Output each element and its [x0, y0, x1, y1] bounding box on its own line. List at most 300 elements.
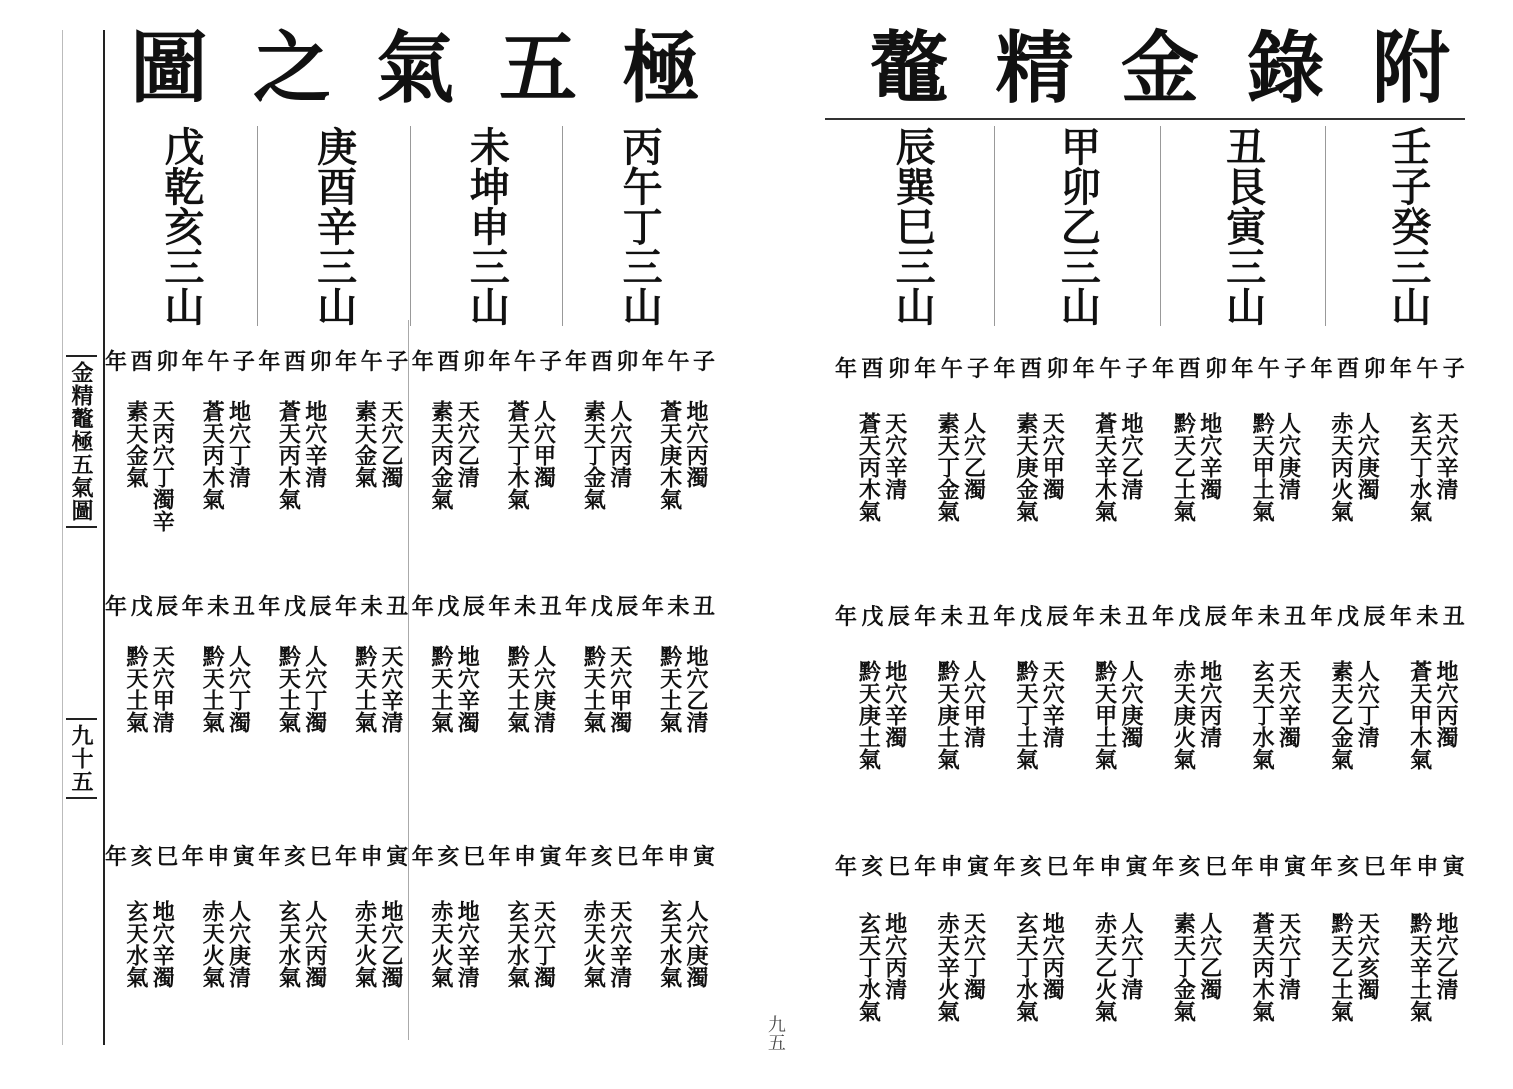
year-char: 亥 [130, 844, 153, 870]
year-char: 酉 [130, 349, 153, 375]
mountain-label: 丙午丁三山 [616, 126, 664, 326]
gua-text: 地穴乙濁 [378, 900, 404, 988]
year-char: 年 [181, 594, 204, 620]
year-char: 寅 [967, 854, 990, 880]
gua-entry [1386, 660, 1465, 770]
gua-entry [1308, 912, 1387, 1022]
title-char: 圖 [130, 23, 209, 114]
gua-entry [1229, 660, 1308, 770]
margin-title: 金精鼇極五氣圖 [66, 355, 97, 528]
year-char: 未 [360, 594, 383, 620]
year-char: 酉 [590, 349, 613, 375]
gua-text: 素天金氣 [122, 400, 149, 488]
gua-entry [105, 400, 181, 532]
gua-text: 黔天庚土氣 [934, 660, 961, 770]
gua-text: 地穴辛濁 [149, 900, 176, 988]
year-char: 午 [207, 349, 230, 375]
gua-text: 素天丁金氣 [1170, 912, 1197, 1022]
gua-text: 地穴辛濁 [454, 645, 481, 733]
gua-entry [914, 912, 993, 1022]
gua-text: 赤天火氣 [427, 900, 454, 988]
gua-text: 蒼天甲木氣 [1406, 660, 1433, 770]
gua-text: 地穴辛清 [301, 400, 328, 488]
year-char: 年 [1152, 604, 1175, 630]
gua-entry [1150, 412, 1229, 522]
gua-text: 黔天土氣 [275, 645, 302, 733]
gua-text: 天穴甲濁 [606, 645, 633, 733]
gua-text: 素天丁金氣 [934, 412, 961, 522]
year-row [105, 345, 715, 376]
year-char: 年 [993, 356, 1016, 382]
year-char: 辰 [309, 594, 332, 620]
year-row [105, 590, 715, 621]
gua-entry [993, 660, 1072, 770]
year-char: 年 [993, 854, 1016, 880]
year-row [835, 850, 1465, 881]
gua-entry [181, 400, 257, 532]
gua-text: 天穴乙濁 [378, 400, 404, 488]
gua-text: 人穴丙清 [606, 400, 633, 488]
gua-entry [1229, 412, 1308, 522]
year-char: 子 [1284, 356, 1307, 382]
year-char: 年 [1152, 356, 1175, 382]
year-char: 年 [835, 604, 858, 630]
mountain-column [994, 126, 1159, 326]
gua-text: 地穴乙清 [683, 645, 709, 733]
year-char: 年 [1072, 356, 1095, 382]
gua-text: 赤天火氣 [580, 900, 607, 988]
year-char: 申 [360, 844, 383, 870]
gua-entry [486, 900, 562, 988]
gua-entry [993, 412, 1072, 522]
gua-entry [181, 645, 257, 733]
gua-entry [181, 900, 257, 988]
year-char: 戊 [437, 594, 460, 620]
year-char: 亥 [1178, 854, 1201, 880]
year-char: 未 [1099, 604, 1122, 630]
year-char: 酉 [437, 349, 460, 375]
gua-text: 地穴辛濁 [1196, 412, 1223, 500]
gua-text: 赤天火氣 [199, 900, 226, 988]
mountain-label: 甲卯乙三山 [1054, 126, 1102, 326]
year-char: 子 [539, 349, 562, 375]
gua-text: 黔天土氣 [656, 645, 683, 733]
year-char: 年 [641, 349, 664, 375]
year-char: 辰 [616, 594, 639, 620]
year-char: 年 [993, 604, 1016, 630]
gua-entry [334, 900, 410, 988]
gua-entry [835, 412, 914, 522]
mountain-label: 庚酉辛三山 [310, 126, 358, 326]
year-char: 酉 [861, 356, 884, 382]
gua-text: 玄天水氣 [656, 900, 683, 988]
year-char: 年 [565, 844, 588, 870]
gua-text: 玄天丁水氣 [1012, 912, 1039, 1022]
gua-text: 黔天土氣 [122, 645, 149, 733]
year-char: 年 [488, 594, 511, 620]
gua-text: 天穴辛清 [1433, 412, 1459, 500]
year-char: 申 [1416, 854, 1439, 880]
mountain-column [1160, 126, 1325, 326]
gua-text: 天穴辛清 [606, 900, 633, 988]
year-char: 午 [514, 349, 537, 375]
gua-text: 人穴庚濁 [1118, 660, 1144, 748]
year-char: 巳 [1046, 854, 1069, 880]
year-char: 子 [967, 356, 990, 382]
gua-text: 蒼天丁木氣 [504, 400, 531, 510]
year-char: 辰 [462, 594, 485, 620]
gua-entry [258, 400, 334, 532]
year-char: 年 [1389, 854, 1412, 880]
gua-entry [563, 645, 639, 733]
year-char: 年 [105, 349, 128, 375]
year-char: 丑 [692, 594, 715, 620]
year-char: 年 [258, 594, 281, 620]
gua-text: 人穴丁清 [1118, 912, 1144, 1000]
year-char: 亥 [283, 844, 306, 870]
year-char: 丑 [232, 594, 255, 620]
year-char: 酉 [283, 349, 306, 375]
year-char: 亥 [1337, 854, 1360, 880]
gua-text: 天穴辛濁 [1275, 660, 1302, 748]
title-char: 金 [1120, 23, 1199, 114]
gua-text: 素天乙金氣 [1327, 660, 1354, 770]
year-char: 午 [1099, 356, 1122, 382]
gua-text: 素天庚金氣 [1012, 412, 1039, 522]
year-char: 年 [1231, 356, 1254, 382]
gua-entry [1071, 912, 1150, 1022]
center-page-number: 九五 [764, 1015, 786, 1051]
year-char: 戊 [130, 594, 153, 620]
year-char: 年 [914, 854, 937, 880]
year-char: 午 [1416, 356, 1439, 382]
year-char: 巳 [887, 854, 910, 880]
year-char: 申 [1257, 854, 1280, 880]
gua-entry [563, 900, 639, 988]
gua-entry [258, 900, 334, 988]
year-char: 子 [232, 349, 255, 375]
year-char: 子 [692, 349, 715, 375]
year-char: 子 [1125, 356, 1148, 382]
mountain-column [1325, 126, 1490, 326]
year-char: 寅 [232, 844, 255, 870]
gua-text: 人穴丁清 [1354, 660, 1381, 748]
year-char: 未 [1416, 604, 1439, 630]
year-char: 亥 [861, 854, 884, 880]
gua-entry [563, 400, 639, 532]
mountain-label: 壬子癸三山 [1384, 126, 1432, 326]
mountain-column [105, 126, 257, 326]
year-char: 年 [1072, 854, 1095, 880]
gua-text: 蒼天辛木氣 [1091, 412, 1118, 522]
year-char: 年 [1072, 604, 1095, 630]
year-char: 戊 [1337, 604, 1360, 630]
gua-text: 地穴丙濁 [1433, 660, 1459, 748]
year-char: 辰 [1363, 604, 1386, 630]
gua-text: 天穴亥濁 [1354, 912, 1381, 1000]
gua-text: 天穴辛清 [378, 645, 404, 733]
column-divider [408, 320, 409, 1040]
mountain-headings [105, 126, 715, 326]
year-char: 年 [105, 594, 128, 620]
gua-text: 人穴丁濁 [301, 645, 328, 733]
gua-text: 人穴丁濁 [225, 645, 252, 733]
title-char: 極 [621, 23, 700, 114]
gua-entry [334, 400, 410, 532]
gua-row [835, 660, 1465, 770]
gua-entry [1150, 912, 1229, 1022]
title-char: 五 [498, 23, 577, 114]
year-char: 午 [667, 349, 690, 375]
gua-text: 蒼天丙木氣 [275, 400, 302, 510]
title-char: 之 [252, 23, 331, 114]
year-char: 年 [1152, 854, 1175, 880]
year-char: 申 [667, 844, 690, 870]
year-char: 未 [1257, 604, 1280, 630]
year-char: 年 [258, 349, 281, 375]
gua-row [105, 900, 715, 988]
gua-text: 黔天辛土氣 [1406, 912, 1433, 1022]
gua-text: 人穴庚清 [530, 645, 557, 733]
year-char: 子 [386, 349, 409, 375]
gua-text: 黔天土氣 [199, 645, 226, 733]
gua-entry [1386, 912, 1465, 1022]
gua-text: 地穴辛濁 [881, 660, 908, 748]
gua-text: 黔天丁土氣 [1012, 660, 1039, 770]
title-char: 精 [995, 23, 1074, 114]
gua-entry [1150, 660, 1229, 770]
gua-text: 地穴丁清 [225, 400, 252, 488]
year-char: 年 [488, 844, 511, 870]
gua-text: 素天丙金氣 [427, 400, 454, 510]
gua-text: 地穴乙清 [1433, 912, 1459, 1000]
year-char: 戊 [590, 594, 613, 620]
gua-text: 蒼天丙木氣 [1249, 912, 1276, 1022]
gua-text: 天穴辛清 [881, 412, 908, 500]
year-char: 卯 [887, 356, 910, 382]
year-char: 年 [565, 594, 588, 620]
year-char: 辰 [1204, 604, 1227, 630]
gua-text: 黔天土氣 [427, 645, 454, 733]
gua-text: 赤天庚火氣 [1170, 660, 1197, 770]
gua-entry [639, 400, 715, 532]
gua-text: 赤天丙火氣 [1327, 412, 1354, 522]
year-char: 丑 [1284, 604, 1307, 630]
mountain-column [830, 126, 994, 326]
year-char: 巳 [616, 844, 639, 870]
year-char: 巳 [1363, 854, 1386, 880]
year-char: 亥 [437, 844, 460, 870]
title-char: 鼇 [870, 23, 949, 114]
gua-text: 天穴甲濁 [1039, 412, 1066, 500]
year-char: 子 [1442, 356, 1465, 382]
gua-text: 人穴庚濁 [683, 900, 709, 988]
gua-text: 人穴乙濁 [1196, 912, 1223, 1000]
year-row [835, 352, 1465, 383]
year-char: 戊 [283, 594, 306, 620]
year-char: 年 [914, 604, 937, 630]
year-char: 卯 [1046, 356, 1069, 382]
year-char: 丑 [386, 594, 409, 620]
gua-text: 玄天水氣 [504, 900, 531, 988]
gua-row [105, 400, 715, 532]
gua-row [835, 412, 1465, 522]
page-margin-strip [62, 30, 105, 1045]
year-char: 戊 [861, 604, 884, 630]
gua-text: 黔天庚土氣 [855, 660, 882, 770]
title-rule [825, 118, 1465, 120]
gua-text: 黔天甲土氣 [1249, 412, 1276, 522]
year-char: 年 [335, 844, 358, 870]
gua-entry [835, 660, 914, 770]
year-char: 寅 [692, 844, 715, 870]
gua-text: 黔天乙土氣 [1327, 912, 1354, 1022]
year-char: 卯 [462, 349, 485, 375]
year-char: 年 [258, 844, 281, 870]
year-char: 未 [940, 604, 963, 630]
gua-text: 地穴乙清 [1118, 412, 1144, 500]
year-char: 卯 [1363, 356, 1386, 382]
year-char: 卯 [1204, 356, 1227, 382]
gua-text: 人穴庚清 [225, 900, 252, 988]
gua-text: 天穴丁濁 [960, 912, 987, 1000]
margin-page-number: 九十五 [66, 718, 97, 799]
title-char: 附 [1371, 23, 1450, 114]
gua-entry [993, 912, 1072, 1022]
gua-text: 黔天甲土氣 [1091, 660, 1118, 770]
year-char: 巳 [309, 844, 332, 870]
year-char: 年 [1389, 604, 1412, 630]
gua-text: 人穴乙濁 [960, 412, 987, 500]
year-char: 寅 [1442, 854, 1465, 880]
year-char: 年 [105, 844, 128, 870]
gua-entry [639, 645, 715, 733]
gua-entry [835, 912, 914, 1022]
year-char: 亥 [590, 844, 613, 870]
year-char: 年 [641, 594, 664, 620]
year-char: 年 [335, 594, 358, 620]
year-char: 申 [514, 844, 537, 870]
year-row [105, 840, 715, 871]
page-title [130, 23, 700, 114]
year-char: 辰 [887, 604, 910, 630]
gua-text: 玄天丁水氣 [1406, 412, 1433, 522]
year-char: 巳 [1204, 854, 1227, 880]
mountain-column [257, 126, 410, 326]
year-char: 年 [411, 844, 434, 870]
gua-entry [1229, 912, 1308, 1022]
year-char: 卯 [616, 349, 639, 375]
year-char: 年 [181, 844, 204, 870]
gua-entry [1071, 412, 1150, 522]
year-char: 酉 [1178, 356, 1201, 382]
gua-text: 赤天火氣 [351, 900, 378, 988]
year-char: 巳 [462, 844, 485, 870]
gua-text: 人穴庚濁 [1354, 412, 1381, 500]
gua-text: 赤天乙火氣 [1091, 912, 1118, 1022]
gua-text: 素天丁金氣 [580, 400, 607, 510]
gua-entry [410, 645, 486, 733]
gua-text: 天穴辛清 [1039, 660, 1066, 748]
mountain-label: 未坤申三山 [463, 126, 511, 326]
gua-text: 玄天丁水氣 [855, 912, 882, 1022]
year-char: 年 [1231, 854, 1254, 880]
gua-entry [486, 645, 562, 733]
mountain-label: 丑艮寅三山 [1219, 126, 1267, 326]
year-char: 午 [940, 356, 963, 382]
year-char: 年 [914, 356, 937, 382]
gua-text: 黔天乙土氣 [1170, 412, 1197, 522]
mountain-label: 戊乾亥三山 [157, 126, 205, 326]
year-char: 年 [411, 349, 434, 375]
gua-text: 玄天水氣 [122, 900, 149, 988]
gua-entry [486, 400, 562, 532]
gua-text: 黔天土氣 [504, 645, 531, 733]
year-char: 年 [488, 349, 511, 375]
year-row [835, 600, 1465, 631]
year-char: 丑 [1442, 604, 1465, 630]
year-char: 申 [940, 854, 963, 880]
year-char: 酉 [1337, 356, 1360, 382]
year-char: 卯 [309, 349, 332, 375]
gua-text: 地穴丙清 [881, 912, 908, 1000]
gua-entry [105, 645, 181, 733]
year-char: 辰 [1046, 604, 1069, 630]
year-char: 午 [360, 349, 383, 375]
gua-text: 蒼天丙木氣 [855, 412, 882, 522]
gua-entry [105, 900, 181, 988]
page-title [870, 23, 1450, 114]
gua-entry [410, 400, 486, 532]
year-char: 未 [667, 594, 690, 620]
gua-entry [1308, 412, 1387, 522]
gua-row [835, 912, 1465, 1022]
year-char: 辰 [156, 594, 179, 620]
gua-text: 天穴乙清 [454, 400, 481, 488]
gua-text: 人穴庚清 [1275, 412, 1302, 500]
year-char: 申 [1099, 854, 1122, 880]
year-char: 未 [514, 594, 537, 620]
gua-entry [639, 900, 715, 988]
mountain-column [410, 126, 563, 326]
gua-text: 玄天水氣 [275, 900, 302, 988]
year-char: 寅 [386, 844, 409, 870]
gua-row [105, 645, 715, 733]
year-char: 巳 [156, 844, 179, 870]
year-char: 年 [411, 594, 434, 620]
gua-entry [1308, 660, 1387, 770]
title-char: 錄 [1246, 23, 1325, 114]
mountain-label: 辰巽巳三山 [889, 126, 937, 326]
gua-text: 人穴甲濁 [530, 400, 557, 488]
gua-text: 地穴丙清 [1196, 660, 1223, 748]
gua-text: 黔天土氣 [351, 645, 378, 733]
year-char: 年 [835, 854, 858, 880]
year-char: 丑 [539, 594, 562, 620]
year-char: 午 [1257, 356, 1280, 382]
gua-text: 黔天土氣 [580, 645, 607, 733]
gua-text: 地穴丙濁 [1039, 912, 1066, 1000]
year-char: 年 [335, 349, 358, 375]
year-char: 亥 [1019, 854, 1042, 880]
right-page [800, 0, 1513, 1089]
year-char: 酉 [1019, 356, 1042, 382]
gua-entry [914, 660, 993, 770]
year-char: 丑 [967, 604, 990, 630]
year-char: 年 [565, 349, 588, 375]
year-char: 卯 [156, 349, 179, 375]
year-char: 寅 [1125, 854, 1148, 880]
